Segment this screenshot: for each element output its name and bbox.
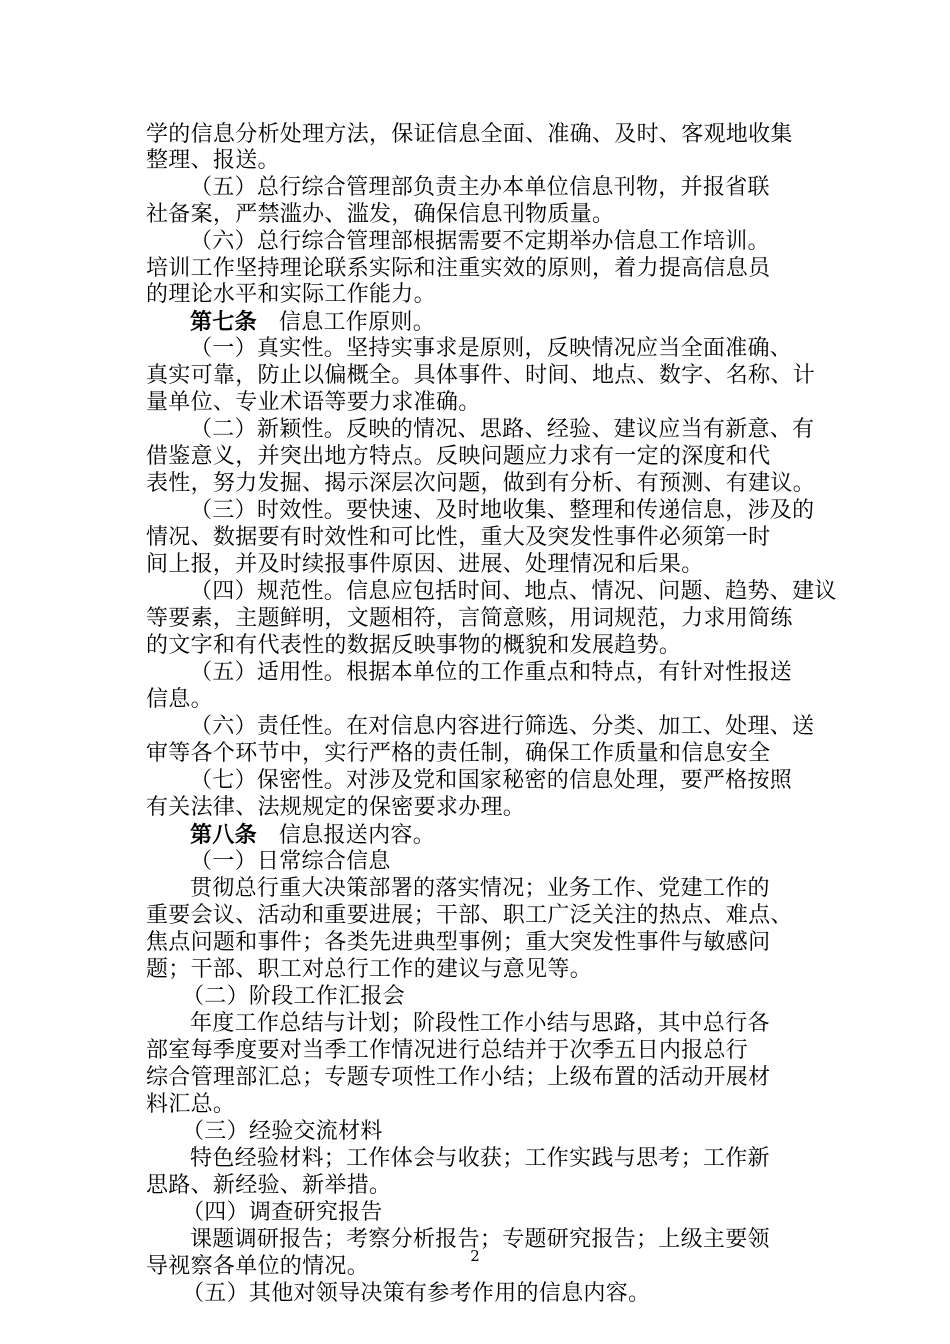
text-line: （五）适用性。根据本单位的工作重点和特点，有针对性报送 (190, 660, 793, 685)
text-line: 有关法律、法规规定的保密要求办理。 (146, 795, 526, 820)
text-line: 综合管理部汇总；专题专项性工作小结；上级布置的活动开展材 (146, 1065, 771, 1090)
text-line: （六）责任性。在对信息内容进行筛选、分类、加工、处理、送 (190, 714, 815, 739)
text-line: 借鉴意义，并突出地方特点。反映问题应力求有一定的深度和代 (146, 444, 771, 469)
text-line: 部室每季度要对当季工作情况进行总结并于次季五日内报总行 (146, 1038, 749, 1063)
text-line: 真实可靠，防止以偏概全。具体事件、时间、地点、数字、名称、计 (146, 363, 816, 388)
text-line: （一）日常综合信息 (190, 849, 391, 874)
page-number: 2 (470, 1247, 480, 1265)
text-line: 的文字和有代表性的数据反映事物的概貌和发展趋势。 (146, 633, 682, 658)
text-line: 社备案，严禁滥办、滥发，确保信息刊物质量。 (146, 202, 615, 227)
text-line: 重要会议、活动和重要进展；干部、职工广泛关注的热点、难点、 (146, 903, 793, 928)
text-line: 思路、新经验、新举措。 (146, 1173, 392, 1198)
text-line: 培训工作坚持理论联系实际和注重实效的原则，着力提高信息员 (146, 256, 771, 281)
text-line: 课题调研报告；考察分析报告；专题研究报告；上级主要领 (190, 1227, 770, 1252)
text-line: 焦点问题和事件；各类先进典型事例；重大突发性事件与敏感问 (146, 930, 771, 955)
text-line: 料汇总。 (146, 1092, 236, 1117)
text-line: （三）时效性。要快速、及时地收集、整理和传递信息，涉及的 (190, 498, 815, 523)
text-line: 特色经验材料；工作体会与收获；工作实践与思考；工作新 (190, 1146, 770, 1171)
text-line: （四）调查研究报告 (182, 1200, 383, 1225)
text-line: 学的信息分析处理方法，保证信息全面、准确、及时、客观地收集 (146, 122, 793, 147)
text-line: 量单位、专业术语等要力求准确。 (146, 390, 481, 415)
text-line: 整理、报送。 (146, 148, 280, 173)
article-8-heading (190, 820, 435, 850)
text-line: （三）经验交流材料 (182, 1119, 383, 1144)
text-line: 审等各个环节中，实行严格的责任制，确保工作质量和信息安全 (146, 741, 771, 766)
article-8-label: 第八条 (190, 822, 257, 848)
text-line: 间上报，并及时续报事件原因、进展、处理情况和后果。 (146, 552, 704, 577)
text-line: 题；干部、职工对总行工作的建议与意见等。 (146, 957, 593, 982)
text-line: （五）其他对领导决策有参考作用的信息内容。 (182, 1281, 651, 1306)
article-7-title: 信息工作原则。 (278, 310, 436, 335)
text-line: （二）阶段工作汇报会 (182, 984, 406, 1009)
text-line: 年度工作总结与计划；阶段性工作小结与思路，其中总行各 (190, 1011, 770, 1036)
text-line: （一）真实性。坚持实事求是原则，反映情况应当全面准确、 (190, 336, 793, 361)
article-8-title: 信息报送内容。 (278, 823, 436, 848)
text-line: （二）新颖性。反映的情况、思路、经验、建议应当有新意、有 (190, 417, 815, 442)
text-line: （六）总行综合管理部根据需要不定期举办信息工作培训。 (190, 229, 770, 254)
text-line: 导视察各单位的情况。 (146, 1254, 370, 1279)
text-line: 贯彻总行重大决策部署的落实情况；业务工作、党建工作的 (190, 876, 770, 901)
text-line: （四）规范性。信息应包括时间、地点、情况、问题、趋势、建议 (190, 579, 837, 604)
text-line: 等要素，主题鲜明，文题相符，言简意赅，用词规范，力求用简练 (146, 606, 793, 631)
article-7-heading (190, 307, 435, 337)
article-7-label: 第七条 (190, 309, 257, 335)
text-line: 信息。 (146, 687, 213, 712)
text-line: 的理论水平和实际工作能力。 (146, 282, 436, 307)
text-line: 情况、数据要有时效性和可比性，重大及突发性事件必须第一时 (146, 525, 771, 550)
text-line: （五）总行综合管理部负责主办本单位信息刊物，并报省联 (190, 175, 770, 200)
text-line: （七）保密性。对涉及党和国家秘密的信息处理，要严格按照 (190, 768, 793, 793)
text-line: 表性，努力发掘、揭示深层次问题，做到有分析、有预测、有建议。 (146, 471, 816, 496)
